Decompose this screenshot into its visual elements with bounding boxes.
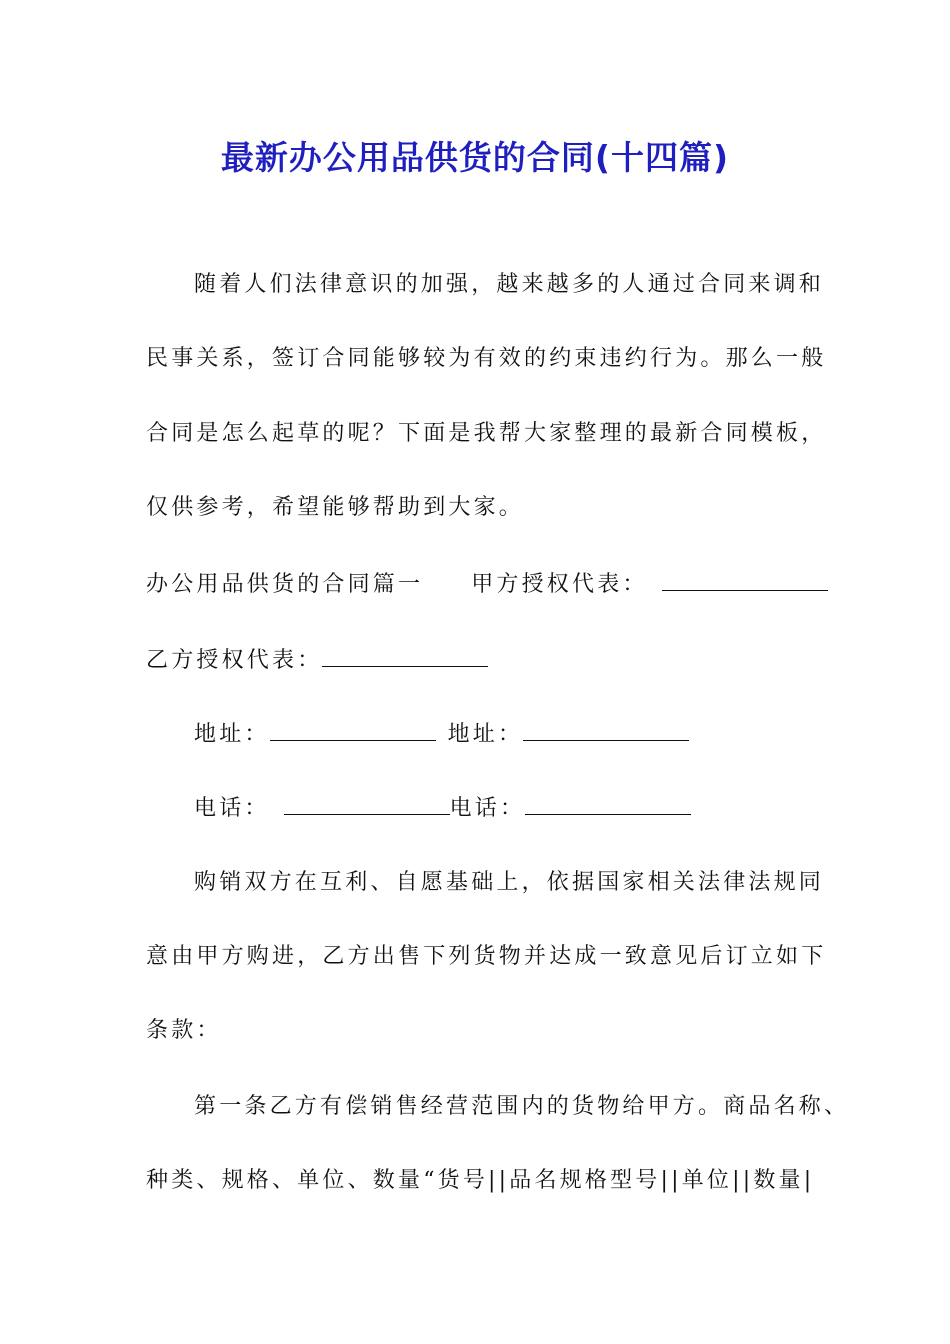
article1-line-1: 第一条乙方有偿销售经营范围内的货物给甲方。商品名称、 <box>194 1094 850 1119</box>
phone-label-a: 电话： <box>194 796 270 821</box>
party-a-rep-blank[interactable] <box>662 568 828 591</box>
article1-line-2: 种类、规格、单位、数量“货号||品名规格型号||单位||数量| <box>146 1168 815 1193</box>
intro-line-3: 合同是怎么起草的呢？下面是我帮大家整理的最新合同模板， <box>146 421 827 446</box>
preamble-line-2: 意由甲方购进，乙方出售下列货物并达成一致意见后订立如下 <box>146 944 827 969</box>
party-a-rep-label: 甲方授权代表： <box>471 572 648 597</box>
phone-label-b: 电话： <box>449 796 526 821</box>
intro-line-1: 随着人们法律意识的加强，越来越多的人通过合同来调和 <box>194 272 825 297</box>
address-b-blank[interactable] <box>523 718 689 741</box>
phone-a-blank[interactable] <box>284 792 450 815</box>
party-b-rep-label: 乙方授权代表： <box>146 648 323 673</box>
address-a-blank[interactable] <box>270 718 436 741</box>
party-b-rep-row <box>146 644 488 676</box>
preamble-line-1: 购销双方在互利、自愿基础上，依据国家相关法律法规同 <box>194 870 825 895</box>
section-heading: 办公用品供货的合同篇一 <box>146 572 424 597</box>
address-label-b: 地址： <box>447 722 524 747</box>
address-label-a: 地址： <box>194 722 270 747</box>
intro-line-2: 民事关系，签订合同能够较为有效的约束违约行为。那么一般 <box>146 346 827 371</box>
preamble-line-3: 条款： <box>146 1018 222 1043</box>
section-heading-row <box>146 568 828 600</box>
document-title: 最新办公用品供货的合同(十四篇) <box>220 138 730 177</box>
intro-line-4: 仅供参考，希望能够帮助到大家。 <box>146 495 525 520</box>
phone-b-blank[interactable] <box>525 792 691 815</box>
party-b-rep-blank[interactable] <box>322 644 488 667</box>
phone-row <box>194 792 691 824</box>
address-row <box>194 718 689 750</box>
